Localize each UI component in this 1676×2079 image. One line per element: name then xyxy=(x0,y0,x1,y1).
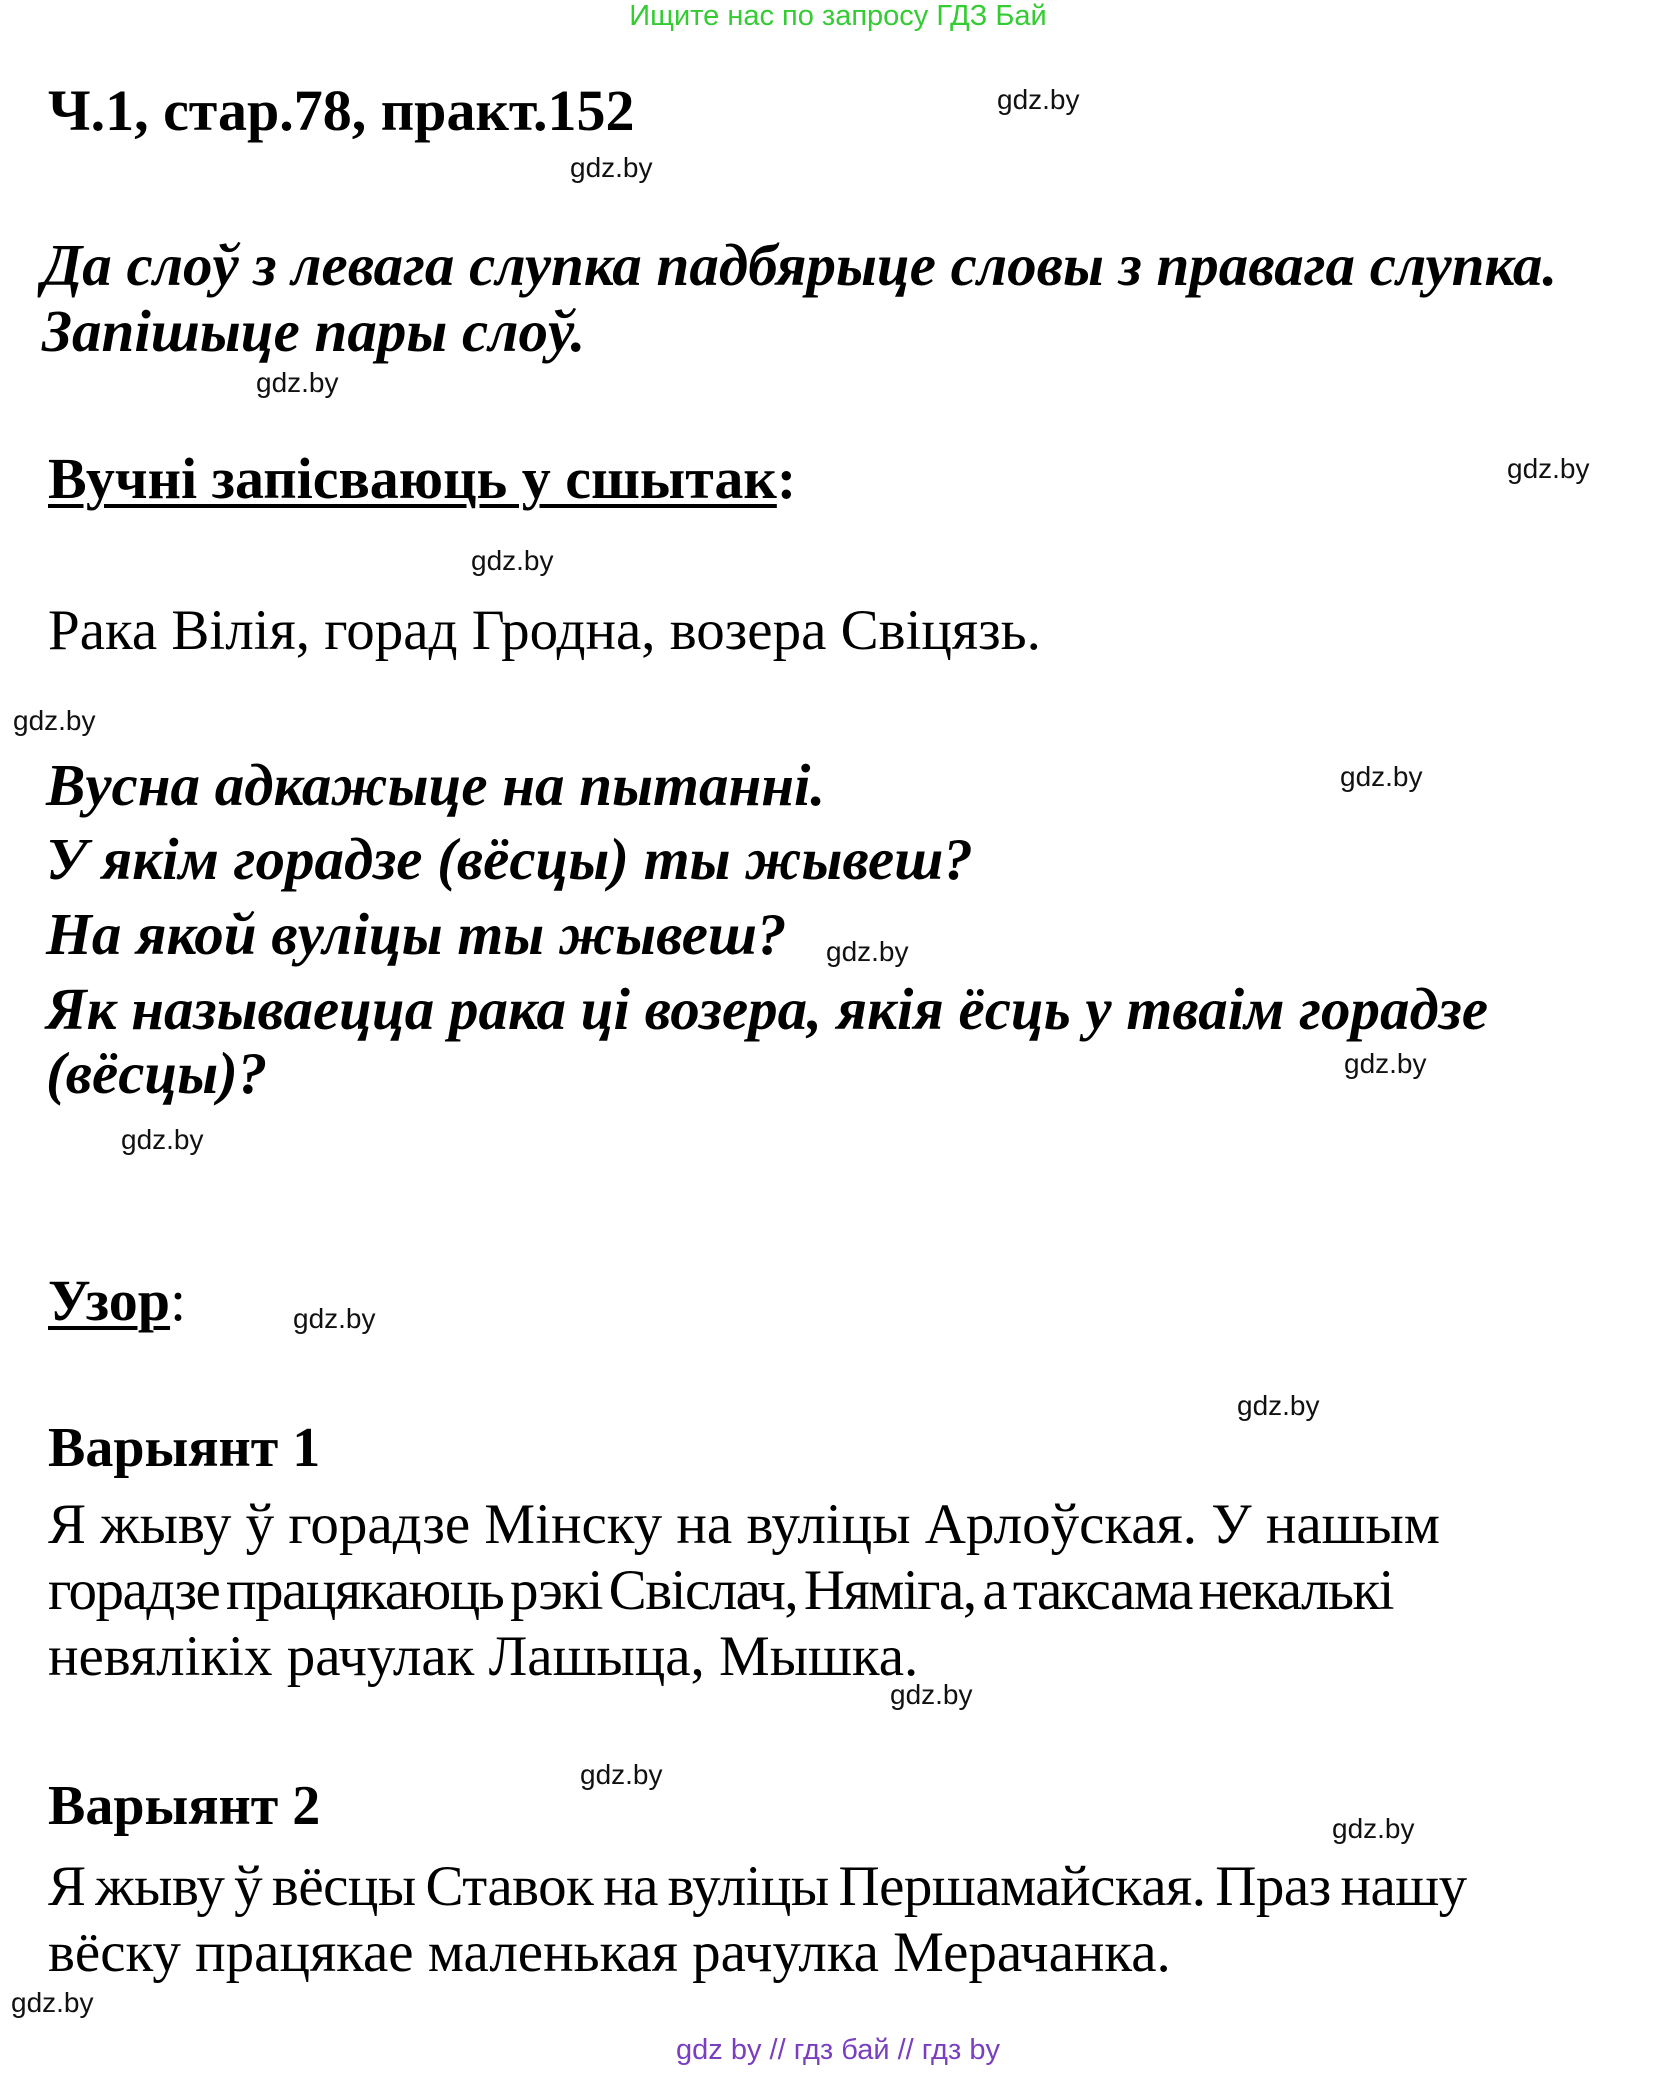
footer-links: gdz by // гдз бай // гдз by xyxy=(676,2034,1000,2066)
task-line-2: Запішыце пары слоў. xyxy=(42,298,586,364)
oral-task-line: (вёсцы)? xyxy=(46,1040,268,1106)
watermark: gdz.by xyxy=(121,1124,204,1155)
watermark: gdz.by xyxy=(1237,1390,1320,1421)
page-title: Ч.1, стар.78, практ.152 xyxy=(48,78,635,143)
variant-2-heading: Варыянт 2 xyxy=(48,1775,321,1837)
watermark: gdz.by xyxy=(13,705,96,736)
watermark: gdz.by xyxy=(580,1759,663,1790)
oral-task-line: У якім горадзе (вёсцы) ты жывеш? xyxy=(46,826,973,892)
watermark: gdz.by xyxy=(1507,453,1590,484)
watermark: gdz.by xyxy=(570,152,653,183)
watermark: gdz.by xyxy=(293,1303,376,1334)
variant-1-line: Я жыву ў горадзе Мінску на вуліцы Арлоўская. У нашым xyxy=(48,1493,1440,1556)
watermark: gdz.by xyxy=(471,545,554,576)
variant-2-line: вёску працякае маленькая рачулка Мерачанка. xyxy=(48,1921,1171,1984)
watermark: gdz.by xyxy=(997,84,1080,115)
search-banner: Ищите нас по запросу ГДЗ Бай xyxy=(629,0,1047,32)
task-line-1: Да слоў з левага слупка падбярыце словы з правага слупка. xyxy=(42,232,1558,298)
oral-task-line: На якой вуліцы ты жывеш? xyxy=(46,901,787,967)
answer-text: Рака Вілія, горад Гродна, возера Свіцязь. xyxy=(48,599,1041,662)
colon: : xyxy=(170,1268,187,1333)
sample-heading xyxy=(48,1268,187,1333)
sample-heading-text: Узор xyxy=(48,1268,171,1333)
watermark: gdz.by xyxy=(890,1679,973,1710)
students-heading-text: Вучні запісваюць у сшытак xyxy=(48,446,777,511)
watermark: gdz.by xyxy=(1344,1048,1427,1079)
oral-task-line: Вусна адкажыце на пытанні. xyxy=(46,752,826,818)
variant-2-line: Я жыву ў вёсцы Ставок на вуліцы Першамайская. Праз нашу xyxy=(48,1855,1467,1918)
variant-1-heading: Варыянт 1 xyxy=(48,1417,321,1479)
colon: : xyxy=(776,446,797,511)
variant-1-line: невялікіх рачулак Лашыца, Мышка. xyxy=(48,1625,919,1688)
watermark: gdz.by xyxy=(1340,761,1423,792)
students-heading xyxy=(48,446,797,511)
watermark: gdz.by xyxy=(826,936,909,967)
variant-1-line: горадзе працякаюць рэкі Свіслач, Няміга, а таксама некалькі xyxy=(48,1559,1393,1622)
watermark: gdz.by xyxy=(1332,1813,1415,1844)
watermark: gdz.by xyxy=(256,367,339,398)
oral-task-line: Як называецца рака ці возера, якія ёсць у тваім горадзе xyxy=(46,976,1489,1042)
watermark: gdz.by xyxy=(11,1987,94,2018)
